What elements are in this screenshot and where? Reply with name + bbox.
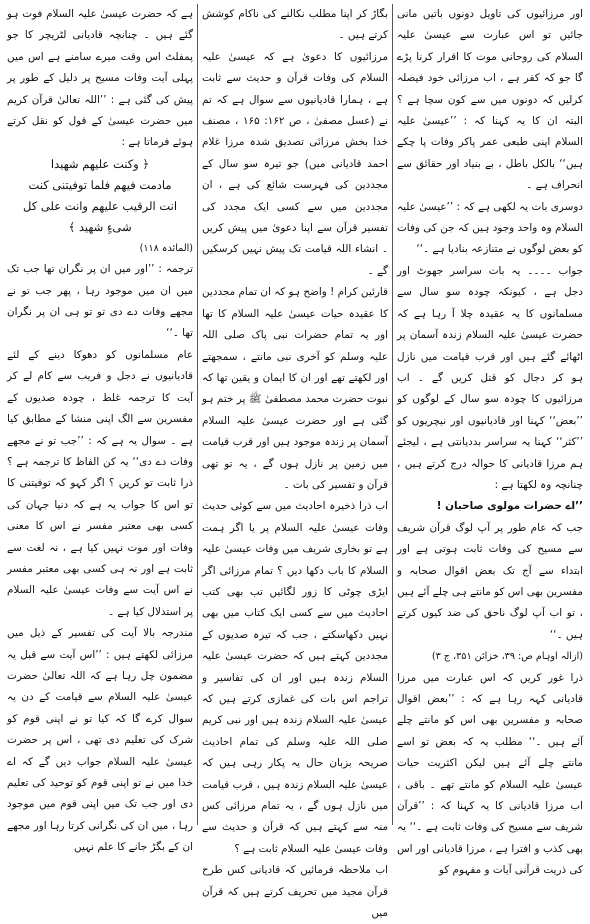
arabic-verse-line: انت الرقیب علیھم وانت علی کل	[23, 198, 178, 213]
paragraph: دوسری بات یہ لکھی ہے کہ : ’’عیسیٰ علیہ السلام وہ واحد وجود ہیں کہ جن کی وفات کو بعض لوگوں نے متنازعہ بنادیا ہے ۔‘‘	[397, 200, 583, 256]
quote-paragraph: جب کہ عام طور پر آپ لوگ قرآن شریف سے مسیح کی وفات ثابت ہوتی ہے اور ابتداء سے آج تک بعض اقوال صحابہ و مفسرین بھی اس کو مانتے ہی چلے آئے ہیں ، تو اب آپ لوگ ناحق کی ضد کیوں کرتے ہیں ۔‘‘	[397, 521, 583, 641]
reference: (ازالہ اوہام ص: ۳۹، خزائن ۳۵۱، ج ۳)	[431, 651, 583, 663]
column-middle	[199, 4, 391, 920]
column-divider	[197, 4, 198, 825]
paragraph: قارئین کرام ! واضح ہو کہ ان تمام مجددین کا عقیدہ حیات عیسیٰ علیہ السلام کا تھا اور یہ تمام حضرات نبی پاک صلی اللہ علیہ وسلم کو آخری نبی مانتے ، سمجھتے اور لکھتے تھے اور ان کا ایمان و یقین تھا کہ نبوت حضرت محمد مصطفیٰ ﷺ پر ختم ہو گئی ہے اور حضرت عیسیٰ علیہ السلام آسمان پر زندہ موجود ہیں اور قرب قیامت میں زمین پر نازل ہوں گے ، یہ تو تھی قرآن و تفسیر کی بات ۔	[202, 286, 389, 491]
paragraph: اور مرزائیوں کی تاویل دونوں باتیں مانی جائیں تو اس عبارت سے عیسیٰ علیہ السلام کی روحانی موت کا اقرار کرنا پڑے گا جو کہ کفر ہے ، اب مرزائی خود فیصلہ کرلیں کہ دونوں میں سے کون سچا ہے ؟ البتہ ان کا یہ کہنا کہ : ’’عیسیٰ علیہ السلام اپنی طبعی عمر پاکر وفات پا چکے ہیں‘‘ بالکل باطل ، بے بنیاد اور حقائق سے انحراف ہے ۔	[397, 8, 583, 192]
paragraph: جواب ۔۔۔۔ یہ بات سراسر جھوٹ اور دجل ہے ، کیونکہ چودہ سو سال سے مسلمانوں کا یہ عقیدہ چلا آ رہا ہے کہ حضرت عیسیٰ علیہ السلام زندہ آسمان پر اٹھائے گئے ہیں اور قرب قیامت میں نازل ہو کر دجال کو قتل کریں گے ۔ اب مرزائیوں کا چودہ سو سال کے لوگوں کو ’’بعض‘‘ کہنا اور قادیانیوں اور نیچریوں کو ’’کثر‘‘ کہنا یہ سراسر بددیانتی ہے ، لیجئے ہم مرزا قادیانی کا حوالہ درج کرتے ہیں ، چنانچہ وہ لکھتا ہے :	[397, 264, 583, 491]
paragraph: ہے کہ حضرت عیسیٰ علیہ السلام فوت ہو گئے ہیں ۔ چنانچہ قادیانی لٹریچر کا جو پمفلٹ اس وقت میرے سامنے ہے اس میں پہلی آیت وفات مسیح پر دلیل کے طور پر پیش کی گئی ہے : ’’اللہ تعالیٰ قرآن کریم میں حضرت عیسیٰ کے قول کو نقل کرتے ہوئے فرماتا ہے :	[7, 8, 194, 149]
paragraph: عام مسلمانوں کو دھوکا دینے کے لئے قادیانیوں نے دجل و فریب سے کام لے کر آیت کا ترجمہ غلط ، چودہ صدیوں کے مفسرین سے الگ اپنی منشا کے مطابق کیا ہے ۔ سوال یہ ہے کہ : ’’جب تو نے مجھے وفات دے دی‘‘ یہ کن الفاظ کا ترجمہ ہے ؟ ذرا ثابت تو کریں ؟ اگر کہو کہ توفیتنی کا تو اس کا جواب یہ ہے کہ دنیا جہان کی کسی بھی معتبر مفسر نے اس کا معنی وفات اور موت نہیں کیا ہے ، نہ لغت سے ثابت ہے اور نہ ہی کسی بھی معتبر مفسر نے اس آیت سے وفات عیسیٰ علیہ السلام پر استدلال کیا ہے ۔	[7, 348, 194, 618]
arabic-verse-line: ﴿ وکنت علیھم شھیدا	[50, 156, 150, 171]
paragraph: بگاڑ کر اپنا مطلب نکالنے کی ناکام کوشش کرتے ہیں ۔	[202, 8, 389, 42]
paragraph: مرزائیوں کا دعویٰ ہے کہ عیسیٰ علیہ السلام کی وفات قرآن و حدیث سے ثابت ہے ، ہمارا قادیانیوں سے سوال ہے کہ تم نے (عسل مصفیٰ ، ص ۱۶۲: ۱۶۵ ، مصنف خدا بخش مرزائی تصدیق شدہ مرزا غلام احمد قادیانی میں) جو تیرہ سو سال کے مجددین کی فہرست شائع کی ہے ، ان مجددین میں سے کسی ایک مجدد کی تفسیر قرآن سے اپنا دعویٰ میں پیش کریں ۔ انشاء اللہ قیامت تک پیش نہیں کرسکیں گے ۔	[202, 50, 389, 277]
verse-reference: (المائدہ ۱۱۸)	[139, 242, 194, 254]
paragraph: ذرا غور کریں کہ اس عبارت میں مرزا قادیانی کہہ رہا ہے کہ : ’’بعض اقوال صحابہ و مفسرین بھی اس کو مانتے چلے آئے ہیں ۔‘‘ مطلب یہ کہ بعض تو اسے مانتے چلے آئے ہیں لیکن اکثریت حیات عیسیٰ علیہ السلام کو مانتے تھے ۔ باقی ، اب مرزا قادیانی کا یہ کہنا کہ : ’’قرآن شریف سے مسیح کی وفات ثابت ہے ۔‘‘ یہ بھی کذب و افترا ہے ، مرزا قادیانی اور اس کی ذریت قرآنی آیات و مفہوم کو	[397, 671, 583, 877]
quote-heading: ’’اے حضرات مولوی صاحبان !	[436, 500, 583, 513]
paragraph: اب ذرا ذخیرہ احادیث میں سے کوئی حدیث وفات عیسیٰ علیہ السلام پر یا اگر ہمت ہے تو بخاری شریف میں وفات عیسیٰ علیہ السلام کا باب دکھا دیں ؟ تمام مرزائی اگر ایڑی چوٹی کا زور لگائیں تب بھی کتب احادیث میں سے کسی ایک کتاب میں بھی نہیں دکھاسکتے ، جب کہ تیرہ صدیوں کے مجددین کہتے ہیں کہ حضرت عیسیٰ علیہ السلام زندہ ہیں اور ان کی تفاسیر و تراجم اس بات کی غمازی کرتے ہیں کہ عیسیٰ علیہ السلام زندہ ہیں اور نبی کریم صلی اللہ علیہ وسلم کی تمام احادیث صریحہ بزبان حال یہ پکار رہی ہیں کہ عیسیٰ علیہ السلام زندہ ہیں ، قرب قیامت میں نازل ہوں گے ، یہ تمام مرزائی کس منہ سے کہتے ہیں کہ قرآن و حدیث سے وفات عیسیٰ علیہ السلام ثابت ہے ؟	[202, 500, 389, 855]
column-left	[4, 4, 196, 854]
translation: ترجمہ : ’’اور میں ان پر نگران تھا جب تک میں ان میں موجود رہا ، پھر جب تو نے مجھے وفات دے دی تو تو ہی ان پر نگران تھا ۔‘‘	[7, 263, 194, 340]
column-right	[394, 4, 586, 877]
paragraph: اب ملاحظہ فرمائیں کہ قادیانی کس طرح قرآن مجید میں تحریف کرتے ہیں کہ قرآن میں	[202, 864, 389, 920]
column-divider	[392, 4, 393, 825]
paragraph: مندرجہ بالا آیت کی تفسیر کے ذیل میں مرزائی لکھتے ہیں : ’’اس آیت سے قبل یہ مضمون چل رہا ہے کہ اللہ تعالیٰ حضرت عیسیٰ علیہ السلام سے قیامت کے دن یہ سوال کرے گا کہ کیا تو نے اپنی قوم کو شرک کی تعلیم دی تھی ، اس پر حضرت عیسیٰ علیہ السلام جواب دیں گے کہ اے خدا میں نے تو اپنی قوم کو توحید کی تعلیم دی اور جب تک میں اپنی قوم میں موجود رہا ، میں ان کی نگرانی کرتا رہا اور مجھے ان کے بگڑ جانے کا علم نہیں	[7, 627, 194, 854]
arabic-verse-line: شیءٍ شھید ﴾	[68, 219, 132, 234]
arabic-verse-line: مادمت فیھم فلما توفیتنی کنت	[28, 177, 172, 192]
